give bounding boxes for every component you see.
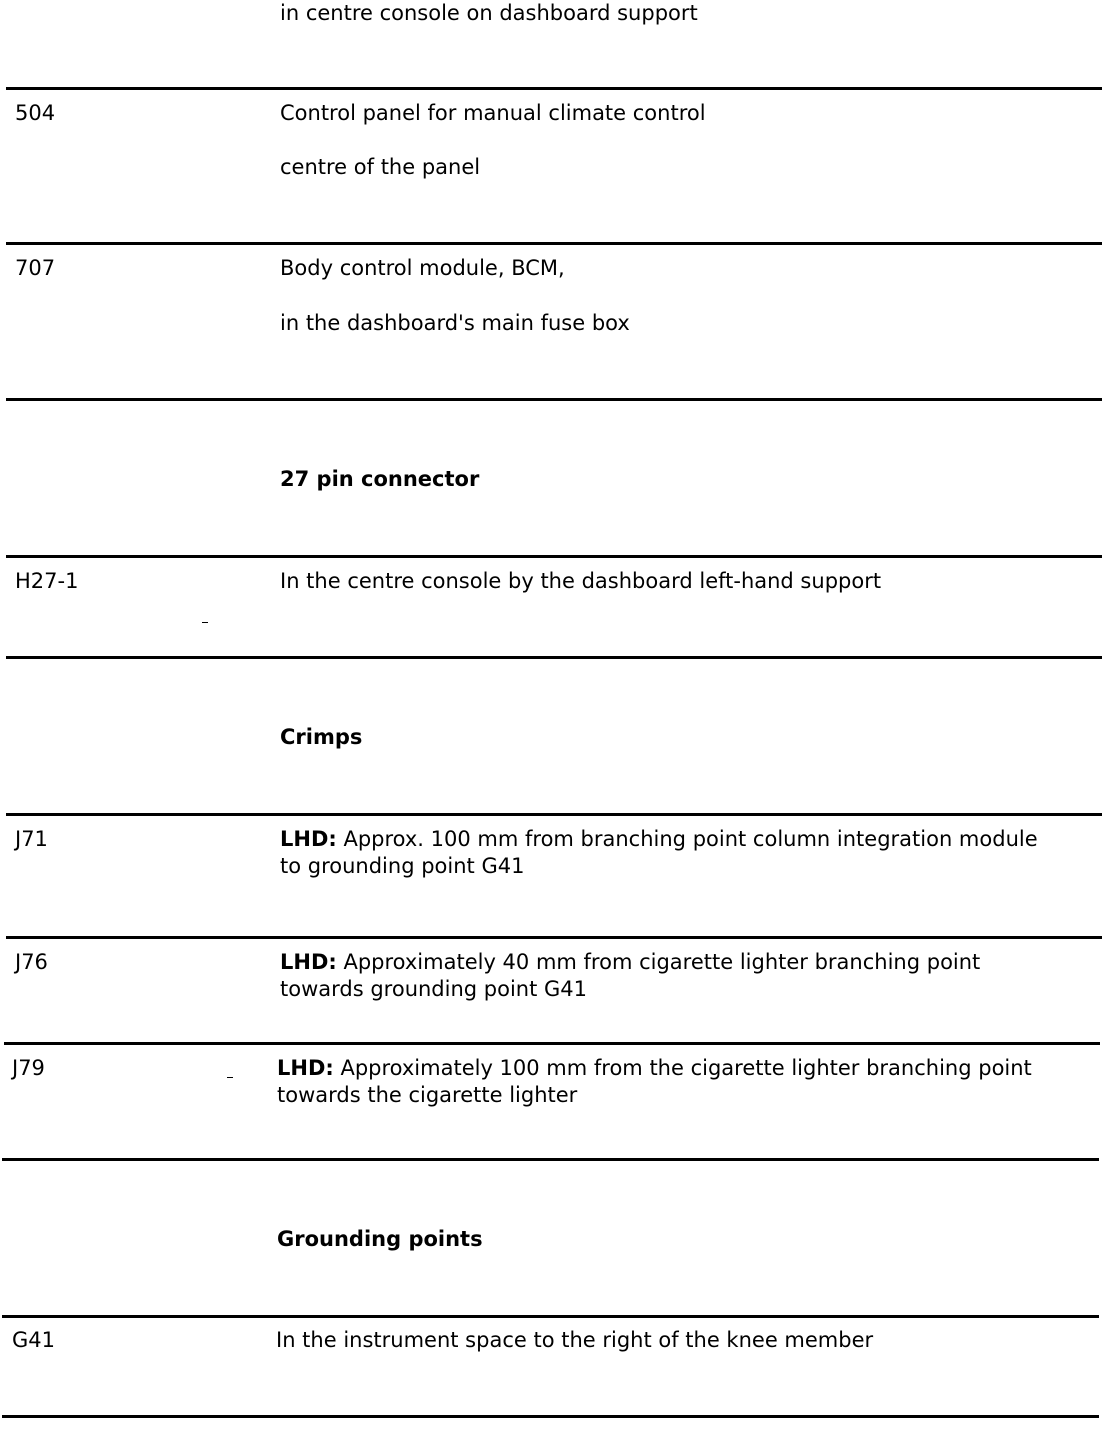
lhd-label: LHD: (277, 1056, 334, 1080)
grounding-code: G41 (12, 1328, 55, 1352)
grounding-desc: In the instrument space to the right of the knee member (276, 1328, 874, 1352)
crimp-desc-line1 (277, 1055, 1032, 1082)
table-divider (6, 656, 1102, 659)
row-tick-mark (202, 622, 208, 623)
crimp-desc-line2: towards grounding point G41 (280, 977, 588, 1001)
table-divider (2, 1315, 1099, 1318)
table-divider (6, 87, 1102, 90)
component-location: centre of the panel (280, 155, 481, 179)
crimp-desc-line1 (280, 826, 1038, 853)
crimp-desc-text: Approx. 100 mm from branching point column integration module (336, 827, 1038, 851)
component-desc: Body control module, BCM, (280, 256, 565, 280)
component-desc: Control panel for manual climate control (280, 101, 706, 125)
row-tick-mark (227, 1077, 233, 1078)
crimp-desc-text: Approximately 40 mm from cigarette lighter branching point (336, 950, 981, 974)
crimp-code: J79 (12, 1056, 45, 1080)
crimp-desc-line1 (280, 949, 980, 976)
lhd-label: LHD: (280, 950, 337, 974)
crimp-desc-line2: to grounding point G41 (280, 854, 525, 878)
crimp-code: J71 (15, 827, 48, 851)
table-divider (6, 936, 1102, 939)
table-divider (6, 242, 1102, 245)
table-divider (6, 555, 1102, 558)
connector-code: H27-1 (15, 569, 79, 593)
connector-desc: In the centre console by the dashboard left-hand support (280, 569, 882, 593)
component-code: 707 (15, 256, 56, 280)
intro-line: in centre console on dashboard support (280, 1, 698, 25)
component-code: 504 (15, 101, 56, 125)
section-heading-crimps: Crimps (280, 725, 363, 749)
table-divider (2, 1158, 1099, 1161)
crimp-code: J76 (15, 950, 48, 974)
lhd-label: LHD: (280, 827, 337, 851)
table-divider (2, 1415, 1099, 1418)
table-divider (4, 1042, 1100, 1045)
table-divider (6, 813, 1102, 816)
section-heading-grounding: Grounding points (277, 1227, 483, 1251)
crimp-desc-text: Approximately 100 mm from the cigarette lighter branching point (333, 1056, 1032, 1080)
crimp-desc-line2: towards the cigarette lighter (277, 1083, 578, 1107)
table-divider (6, 398, 1102, 401)
component-location: in the dashboard's main fuse box (280, 311, 630, 335)
section-heading-connector: 27 pin connector (280, 467, 480, 491)
